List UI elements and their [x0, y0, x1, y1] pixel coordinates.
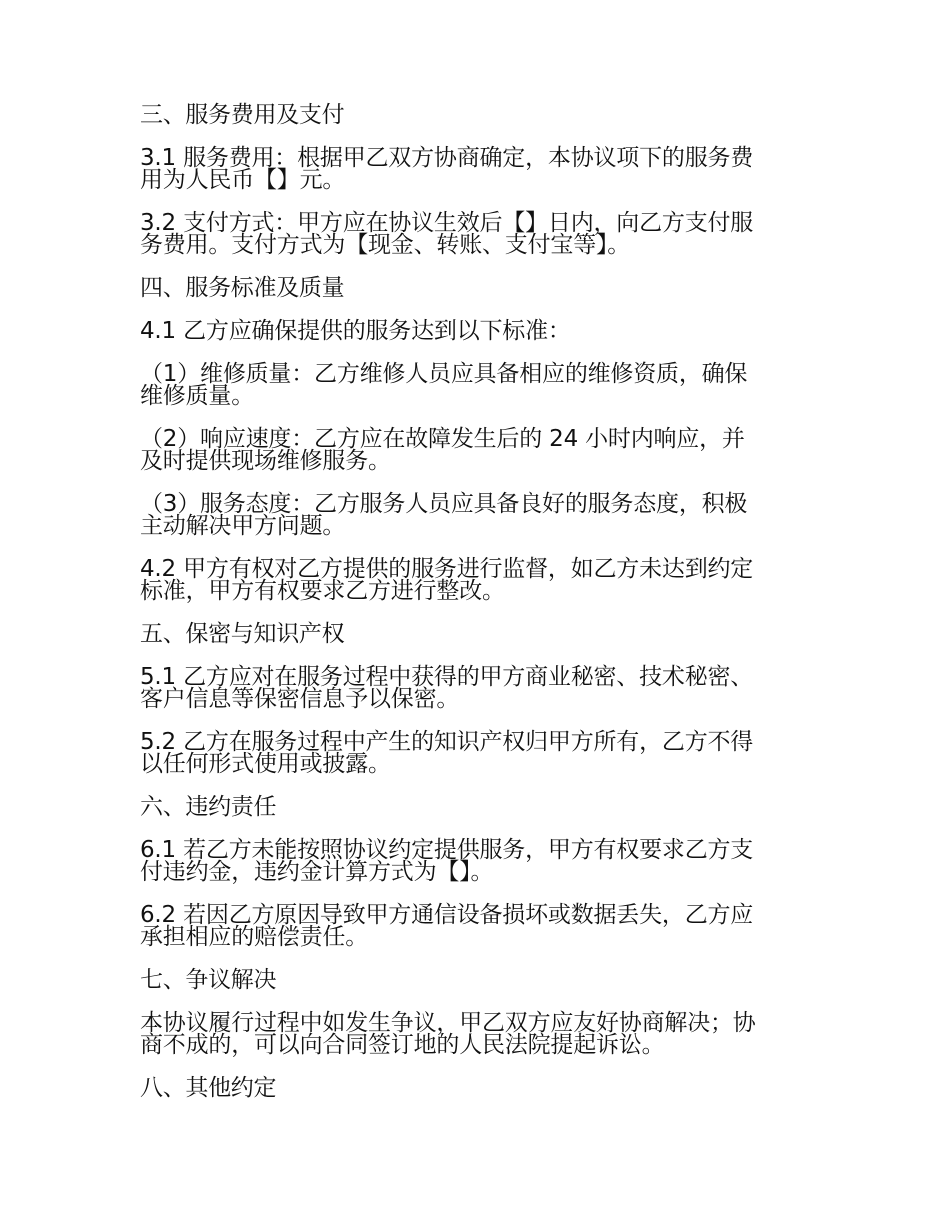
paragraph-line: 6.2 若因乙方原因导致甲方通信设备损坏或数据丢失，乙方应 — [140, 902, 754, 928]
heading-text: 七、争议解决 — [140, 967, 277, 993]
paragraph — [140, 904, 812, 948]
paragraph — [140, 428, 812, 472]
heading-text: 五、保密与知识产权 — [140, 621, 345, 647]
section-heading — [140, 104, 812, 126]
paragraph-line: 6.1 若乙方未能按照协议约定提供服务，甲方有权要求乙方支 — [140, 837, 754, 863]
paragraph — [140, 493, 812, 537]
paragraph — [140, 212, 812, 256]
paragraph-line: 用为人民币【】元。 — [140, 167, 346, 193]
paragraph-line: 3.2 支付方式：甲方应在协议生效后【】日内，向乙方支付服 — [140, 210, 754, 236]
paragraph-line: 商不成的，可以向合同签订地的人民法院提起诉讼。 — [140, 1032, 665, 1058]
paragraph-line: （1）维修质量：乙方维修人员应具备相应的维修资质，确保 — [140, 361, 748, 387]
paragraph-line: 付违约金，违约金计算方式为【】。 — [140, 859, 494, 885]
section-heading — [140, 969, 812, 991]
paragraph-line: （3）服务态度：乙方服务人员应具备良好的服务态度，积极 — [140, 491, 748, 517]
document-body — [140, 104, 812, 1120]
paragraph-line: 客户信息等保密信息予以保密。 — [140, 686, 460, 712]
paragraph-line: 标准，甲方有权要求乙方进行整改。 — [140, 578, 505, 604]
paragraph-line: 及时提供现场维修服务。 — [140, 448, 391, 474]
paragraph — [140, 1012, 812, 1056]
heading-text: 六、违约责任 — [140, 794, 277, 820]
paragraph — [140, 731, 812, 775]
paragraph-line: 4.1 乙方应确保提供的服务达到以下标准： — [140, 318, 571, 344]
paragraph-line: 本协议履行过程中如发生争议，甲乙双方应友好协商解决；协 — [140, 1010, 756, 1036]
section-heading — [140, 1077, 812, 1099]
paragraph-line: 以任何形式使用或披露。 — [140, 751, 391, 777]
paragraph-line: 5.2 乙方在服务过程中产生的知识产权归甲方所有，乙方不得 — [140, 729, 754, 755]
paragraph — [140, 363, 812, 407]
paragraph-line: （2）响应速度：乙方应在故障发生后的 24 小时内响应，并 — [140, 426, 745, 452]
paragraph-line: 务费用。支付方式为【现金、转账、支付宝等】。 — [140, 232, 631, 258]
paragraph-line: 承担相应的赔偿责任。 — [140, 924, 369, 950]
paragraph — [140, 666, 812, 710]
section-heading — [140, 796, 812, 818]
heading-text: 三、服务费用及支付 — [140, 102, 345, 128]
heading-text: 八、其他约定 — [140, 1075, 277, 1101]
section-heading — [140, 277, 812, 299]
paragraph — [140, 839, 812, 883]
paragraph-line: 5.1 乙方应对在服务过程中获得的甲方商业秘密、技术秘密、 — [140, 664, 754, 690]
paragraph — [140, 320, 812, 342]
paragraph-line: 主动解决甲方问题。 — [140, 513, 346, 539]
paragraph — [140, 558, 812, 602]
section-heading — [140, 623, 812, 645]
paragraph — [140, 147, 812, 191]
paragraph-line: 维修质量。 — [140, 383, 255, 409]
paragraph-line: 4.2 甲方有权对乙方提供的服务进行监督，如乙方未达到约定 — [140, 556, 754, 582]
paragraph-line: 3.1 服务费用：根据甲乙双方协商确定，本协议项下的服务费 — [140, 145, 754, 171]
heading-text: 四、服务标准及质量 — [140, 275, 345, 301]
